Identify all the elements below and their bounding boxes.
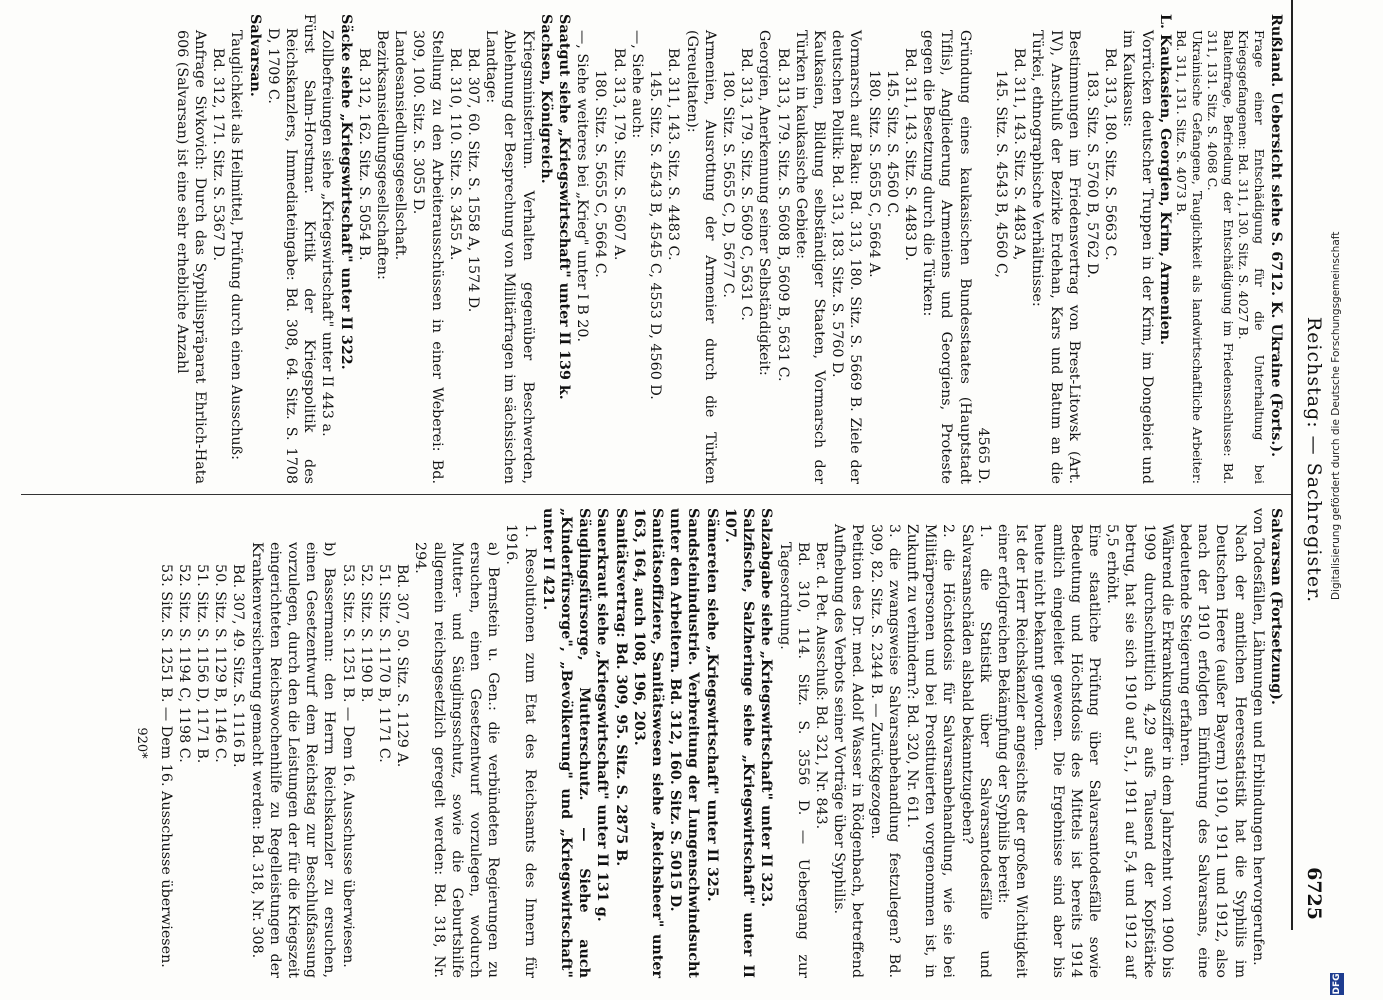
index-entry: 2. die Höchstdosis für Salvarsanbehandlung, wie sie bei Militärpersonen und bei Prostituierten vorgenommen ist, in Zukunft zu verhindern?: Bd. 320, Nr. 611. [903,524,957,978]
index-entry: 4565 D. [974,427,991,484]
index-entry: Saatgut siehe „Kriegswirtschaft" unter II 139 k. [556,14,573,400]
page-code: 920* [134,727,150,759]
index-entry: 50. Sitz. S. 1129 B, 1146 C. [212,564,229,763]
index-entry: Salvarsan (Fortsetzung). [1268,508,1284,706]
index-entry: Säuglingsfürsorge, Mutterschutz. — Siehe auch „Kinderfürsorge", „Bevölkerung" und „Kriegswirtschaft" unter II 421. [539,508,593,978]
header-rule [1291,0,1293,930]
index-entry: —, Siehe auch: [628,30,645,139]
index-entry: Landesansiedlungsgesellschaft. Bezirksansiedlungsgesellschaften: [374,30,409,280]
index-entry: Bd. 307, 50. Sitz. S. 1129 A. [394,564,411,768]
index-entry: Fürst Salm-Horstmar. Kritik der Kriegspolitik des Reichskanzlers, Immediateingabe: Bd. 308, 64. Sitz. S. 1708 D, 1709 C. [264,14,318,484]
index-entry: Bd. 313, 179. Sitz. S. 5608 B, 5609 B, 5631 C. [774,48,791,382]
index-entry: 145. Sitz. S. 4543 B, 4560 C, [992,70,1009,278]
digitization-credit: Digitalisierung gefördert durch die Deutsche Forschungsgemeinschaft [1330,231,1342,600]
index-entry: Bd. 307, 60. Sitz. S. 1558 A, 1574 D. [465,48,482,313]
index-entry: Säcke siehe „Kriegswirtschaft" unter II 322. [337,14,354,370]
index-entry: Sauerkraut siehe „Kriegswirtschaft" unter II 131 g. [594,508,611,922]
index-entry: Stellung zu den Arbeiterausschüssen in einer Weberei: Bd. 309, 100. Sitz. S. 3055 D. [410,30,445,484]
index-entry: Anfrage Sivkovich: Durch das Syphilispräparat Ehrlich-Hata 606 (Salvarsan) ist eine sehr erhebliche Anzahl [173,30,209,484]
index-entry: Sachsen, Königreich. [537,14,554,184]
index-entry: Vormarsch auf Baku: Bd. 313, 180. Sitz. S. 5669 B. Ziele der deutschen Politik: Bd. 313, 183. Sitz. S. 5760 D. [829,30,864,484]
index-entry: Petition des Dr. med. Adolf Wasser in Rödgenbach, betreffend Aufhebung des Verbots seiner Vorträge über Syphilis. [831,524,866,978]
index-entry: 180. Sitz. S. 5655 C, 5664 A. [865,70,882,278]
index-entry: 51. Sitz. S. 1170 B, 1171 C. [376,564,393,763]
index-entry: Sandsteinindustrie. Verbreitung der Lungenschwindsucht unter den Arbeitern. Bd. 312, 160. Sitz. S. 5015 D. [667,508,702,978]
index-entry: Während die Erkrankungsziffer in dem Jahrzehnt von 1900 bis 1909 durchschnittlich 4,29 aufs Tausend der Kopfstärke betrug, hat sie sich 1910 auf 5,1, 1911 auf 5,4 und 1912 auf 5,5 erhöht. [1104,524,1175,978]
dfg-logo: DFG [1332,973,1342,995]
header-title: Reichstag: — Sachregister. [1303,316,1325,604]
index-entry: Eine staatliche Prüfung über Salvarsantodesfälle sowie Bedeutung und Höchstdosis des Mittels ist bereits 1914 amtlich eingeleitet gewesen. Die Ergebnisse sind aber bis heute nicht bekannt geworden. [1031,524,1102,978]
index-entry: 3. die zwangsweise Salvarsanbehandlung festzulegen? Bd. 309, 82. Sitz. S. 2344 B. — Zurückgezogen. [867,524,902,978]
index-entry: Salzabgabe siehe „Kriegswirtschaft" unter II 323. [758,508,775,908]
index-entry: a) Bernstein u. Gen.: die verbündeten Regierungen zu ersuchen, einen Gesetzentwurf vorzulegen, wodurch Mutter- und Säuglingsschutz, sowie die Geburtshilfe allgemein reichsgesetzlich geregelt werden: Bd. 318, Nr. 294. [412,542,502,978]
index-entry: Salvarsan. [246,14,263,97]
page-number: 6725 [1303,867,1325,920]
index-entry: 52. Sitz. S. 1190 B. [357,564,374,703]
index-entry: Nach der amtlichen Heeresstatistik hat die Syphilis im Deutschen Heere (außer Bayern) 1910, 1911 und 1912, also nach der 1910 erfolgten Einführung des Salvarsans, eine bedeutende Steigerung erfahren. [1176,524,1248,978]
index-entry: Bestimmungen im Friedensvertrag von Brest-Litowsk (Art. IV), Anschluß der Bezirke Erdehan, Kars und Batum an die Türkei, ethnographische Verhältnisse: [1029,30,1082,484]
index-entry: 145. Sitz. S. 4560 C. [883,70,900,218]
index-entry: Tauglichkeit als Heilmittel, Prüfung durch einen Ausschuß: [228,30,245,460]
index-entry: Baltenfrage, Befriedung der Entschädigung im Friedensschlusse: Bd. 311, 131. Sitz. S. 4068 C. [1205,30,1236,484]
index-entry: 1. Resolutionen zum Etat des Reichsamts des Innern für 1916. [503,524,538,978]
left-column [173,14,1285,484]
index-entry: 183. Sitz. S. 5760 B, 5762 D. [1083,70,1100,279]
index-entry: 53. Sitz. S. 1251 B. — Dem 16. Ausschusse überwiesen. [157,564,174,968]
index-entry: Ist der Herr Reichskanzler angesichts der großen Wichtigkeit einer erfolgreichen Bekämpfung der Syphilis bereit: [994,524,1030,978]
index-entry: Salzfische, Salzheringe siehe „Kriegswirtschaft" unter II 107. [721,508,757,978]
index-entry: Bd. 310, 114. Sitz. S. 3556 D. — Uebergang zur Tagesordnung. [776,542,811,978]
index-entry: 180. Sitz. S. 5655 C, D, 5677 C. [719,70,736,298]
index-entry: Bd. 311, 143. Sitz. S. 4483 A, [1011,48,1028,261]
index-entry: Bd. 313, 179. Sitz. S. 5607 A. [610,48,627,261]
index-entry: Vorrücken deutscher Truppen in der Krim, im Dongebiet und im Kaukasus: [1120,30,1155,484]
right-column [132,508,1285,978]
index-entry: Bd. 310, 110. Sitz. S. 3455 A. [446,48,463,261]
index-entry: 53. Sitz. S. 1251 B. — Dem 16. Ausschusse überwiesen. [339,564,356,968]
index-entry: Armenien, Ausrottung der Armenier durch die Türken (Greueltaten): [683,30,718,484]
running-header [1297,0,1331,920]
index-entry: Kriegsministerium. Verhalten gegenüber Beschwerden, Ablehnung der Besprechung von Militärfragen im sächsischen Landtage: [483,30,536,484]
index-entry: —, Siehe weiteres bei „Krieg" unter I B 20. [574,30,591,343]
index-entry: Sanitätsoffiziere, Sanitätswesen siehe „Reichsheer" unter 163, 164, auch 108, 196, 203. [630,508,666,978]
index-entry: Bd. 311, 143. Sitz. S. 4483 C. [665,48,682,261]
index-entry: Kaukasien, Bildung selbständiger Staaten, Vormarsch der Türken in kaukasische Gebiete: [792,30,827,484]
index-entry: L. Kaukasien, Georgien, Krim, Armenien. [1156,14,1173,346]
index-entry: Sanitätsvertrag: Bd. 309, 95. Sitz. S. 2875 B. [612,508,629,867]
index-entry: Georgien, Anerkennung seiner Selbständigkeit: [756,30,773,376]
index-entry: 1. die Statistik über Salvarsantodesfälle und Salvarsanschäden alsbald bekanntzugeben? [958,524,993,978]
index-entry: 52. Sitz. S. 1194 C, 1198 C. [175,564,192,763]
column-divider [21,494,1291,495]
index-entry: 180. Sitz. S. 5655 C, 5664 C. [592,70,609,278]
index-entry: Sämereien siehe „Kriegswirtschaft" unter II 325. [703,508,720,902]
index-entry: Bd. 312, 171. Sitz. S. 5367 D. [210,48,227,262]
index-entry: Bd. 313, 180. Sitz. S. 5663 C. [1102,48,1119,261]
index-entry: Ukrainische Gefangene, Tauglichkeit als landwirtschaftliche Arbeiter: Bd. 311, 131. Sitz. S. 4073 B. [1174,30,1205,484]
index-entry: Ber. d. Pet. Ausschuß: Bd. 321, Nr. 843. [812,542,829,830]
index-entry: Gründung eines kaukasischen Bundesstaates (Hauptstadt Tiflis), Angliederung Armeniens und Georgiens, Proteste gegen die Besetzung durch die Türken: [920,30,973,484]
index-entry: 51. Sitz. S. 1156 D, 1171 B. [194,564,211,764]
index-entry: Bd. 313, 179. Sitz. S. 5609 C, 5631 C. [738,48,755,321]
index-entry: Rußland. Uebersicht siehe S. 6712. K. Ukraine (Forts.). [1268,14,1284,458]
index-entry: Bd. 307, 49. Sitz. S. 1116 B. [230,564,247,768]
index-entry: Bd. 311, 143. Sitz. S. 4483 D. [901,48,918,262]
index-entry: b) Bassermann: den Herrn Reichskanzler zu ersuchen, einen Gesetzentwurf dem Reichstag zur Beschlußfassung vorzulegen, durch den die Leistungen der für die Kriegszeit eingerichteten Reichswochenhilfe zu Regelleistungen der Krankenversicherung gemacht werden: Bd. 318, Nr. 308. [248,542,338,978]
index-entry: Zollbefreiungen siehe „Kriegswirtschaft" unter II 443 a. [319,30,336,437]
index-entry: Bd. 312, 162. Sitz. S. 5054 B. [355,48,372,261]
index-entry: Frage einer Entschädigung für die Unterhaltung bei Kriegsgefangenen: Bd. 311, 130. Sitz. S. 4027 B. [1236,30,1267,484]
index-entry: von Todesfällen, Lähmungen und Erblindungen hervorgerufen. [1249,508,1266,966]
index-entry: 145. Sitz. S. 4543 B, 4545 C, 4553 D, 4560 D. [647,70,664,400]
